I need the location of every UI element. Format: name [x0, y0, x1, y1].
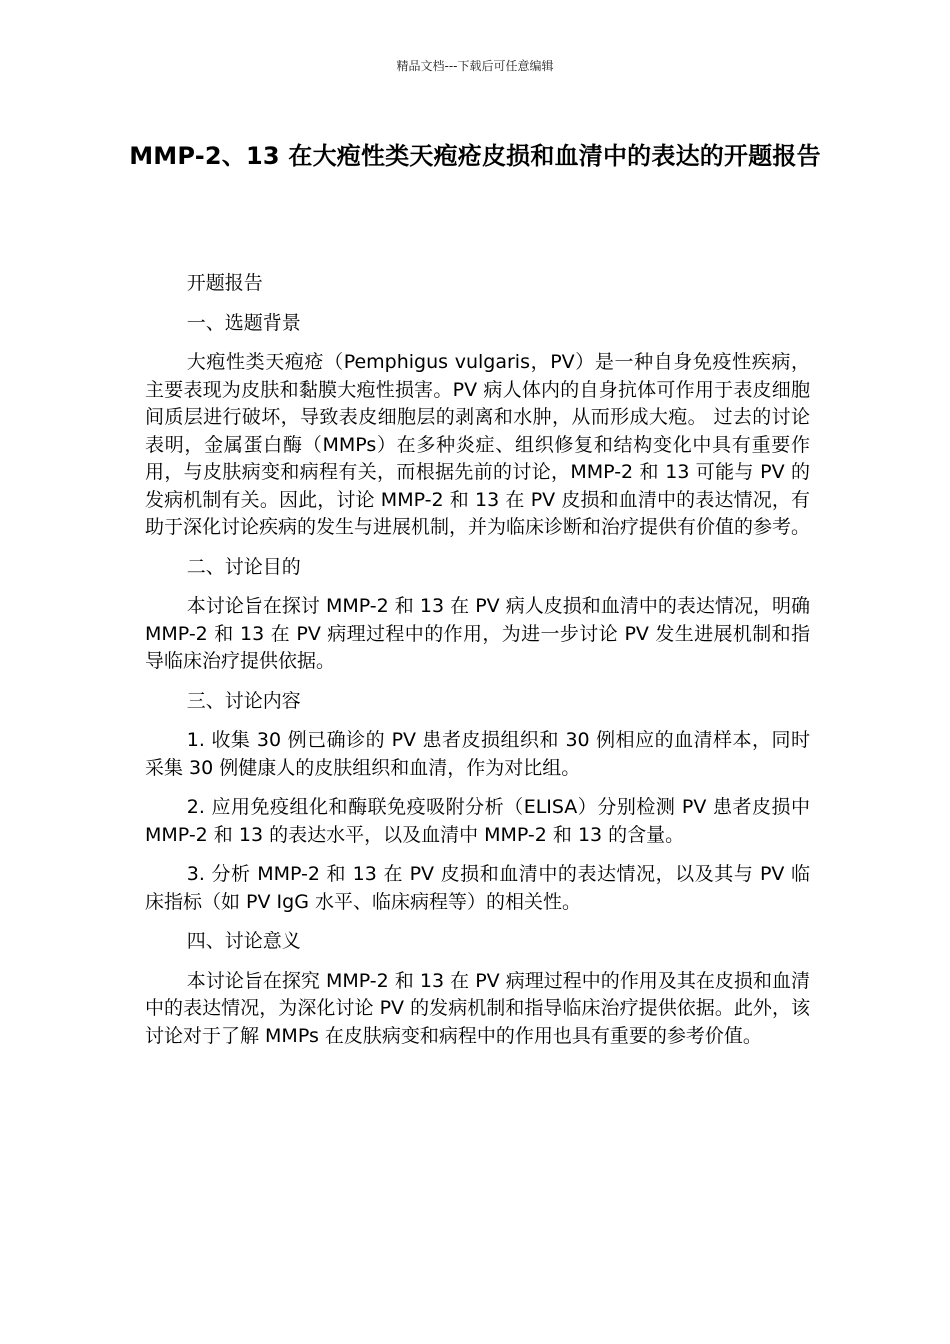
section-paragraph-significance: 本讨论旨在探究 MMP-2 和 13 在 PV 病理过程中的作用及其在皮损和血清中的表达情况，为深化讨论 PV 的发病机制和指导临床治疗提供依据。此外，该讨论对于了解 MMPs 在皮肤病变和病程中的作用也具有重要的参考价值。: [145, 969, 810, 1047]
document-body: [145, 270, 810, 1050]
section-paragraph-purpose: 本讨论旨在探讨 MMP-2 和 13 在 PV 病人皮损和血清中的表达情况，明确 MMP-2 和 13 在 PV 病理过程中的作用，为进一步讨论 PV 发生进展机制和指导临床治疗提供依据。: [145, 595, 810, 672]
content-list-item: 1. 收集 30 例已确诊的 PV 患者皮损组织和 30 例相应的血清样本，同时采集 30 例健康人的皮肤组织和血清，作为对比组。: [145, 729, 810, 779]
section-heading-purpose: 二、讨论目的: [186, 555, 301, 578]
section-paragraph-background: 大疱性类天疱疮（Pemphigus vulgaris，PV）是一种自身免疫性疾病，主要表现为皮肤和黏膜大疱性损害。PV 病人体内的自身抗体可作用于表皮细胞间质层进行破坏，导致表皮细胞层的剥离和水肿，从而形成大疱。 过去的讨论表明，金属蛋白酶（MMPs）在多种炎症、组织修复和结构变化中具有重要作用，与皮肤病变和病程有关，而根据先前的讨论，MMP-2 和 13 可能与 PV 的发病机制有关。因此，讨论 MMP-2 和 13 在 PV 皮损和血清中的表达情况，有助于深化讨论疾病的发生与进展机制，并为临床诊断和治疗提供有价值的参考。: [145, 351, 811, 538]
document-title: MMP-2、13 在大疱性类天疱疮皮损和血清中的表达的开题报告: [129, 142, 821, 170]
section-heading-significance: 四、讨论意义: [186, 930, 301, 952]
section-heading-background: 一、选题背景: [186, 311, 301, 334]
content-list-item: 3. 分析 MMP-2 和 13 在 PV 皮损和血清中的表达情况，以及其与 PV 临床指标（如 PV IgG 水平、临床病程等）的相关性。: [145, 863, 810, 913]
section-heading-content: 三、讨论内容: [186, 689, 301, 712]
page-header: 精品文档---下载后可任意编辑: [396, 59, 554, 73]
report-label: 开题报告: [186, 272, 263, 294]
content-list-item: 2. 应用免疫组化和酶联免疫吸附分析（ELISA）分别检测 PV 患者皮损中 MMP-2 和 13 的表达水平，以及血清中 MMP-2 和 13 的含量。: [145, 796, 810, 846]
